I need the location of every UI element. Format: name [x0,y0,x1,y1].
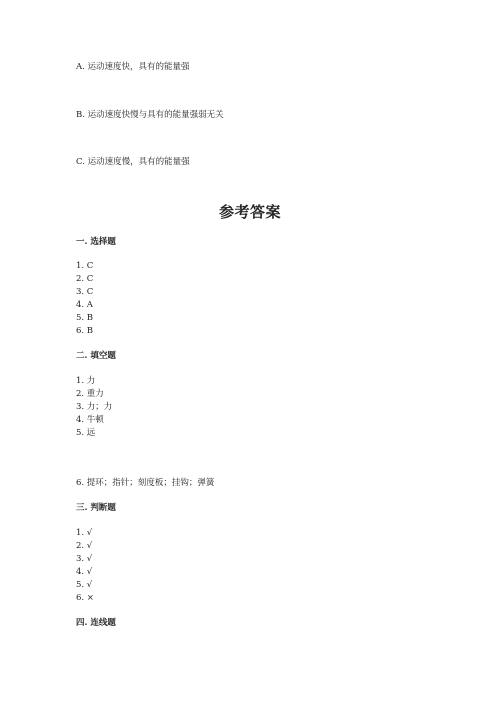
choice-answer: 6. B [76,326,94,336]
section-heading-judge: 三. 判断题 [76,503,116,513]
fill-answer: 4. 牛顿 [76,415,104,425]
option-a: A. 运动速度快，具有的能量强 [76,62,190,72]
fill-answer: 1. 力 [76,376,96,386]
judge-answer: 1. √ [76,528,93,538]
fill-answer: 6. 提环；指针；刻度板；挂钩；弹簧 [76,478,215,488]
fill-answer: 3. 力；力 [76,402,113,412]
answer-title: 参考答案 [218,203,281,221]
fill-answer: 5. 远 [76,428,96,438]
judge-answer: 3. √ [76,554,93,564]
option-c: C. 运动速度慢，具有的能量强 [76,157,190,167]
option-b: B. 运动速度快慢与具有的能量强弱无关 [76,110,224,120]
choice-answer: 2. C [76,274,94,284]
choice-answer: 1. C [76,261,94,271]
fill-answer: 2. 重力 [76,389,104,399]
choice-answer: 4. A [76,300,93,310]
choice-answer: 3. C [76,287,94,297]
section-heading-fill: 二. 填空题 [76,351,116,361]
section-heading-choice: 一. 选择题 [76,237,116,247]
judge-answer: 2. √ [76,541,93,551]
judge-answer: 5. √ [76,580,93,590]
judge-answer: 4. √ [76,567,93,577]
section-heading-match: 四. 连线题 [76,618,116,628]
choice-answer: 5. B [76,313,94,323]
judge-answer: 6. × [76,593,94,603]
